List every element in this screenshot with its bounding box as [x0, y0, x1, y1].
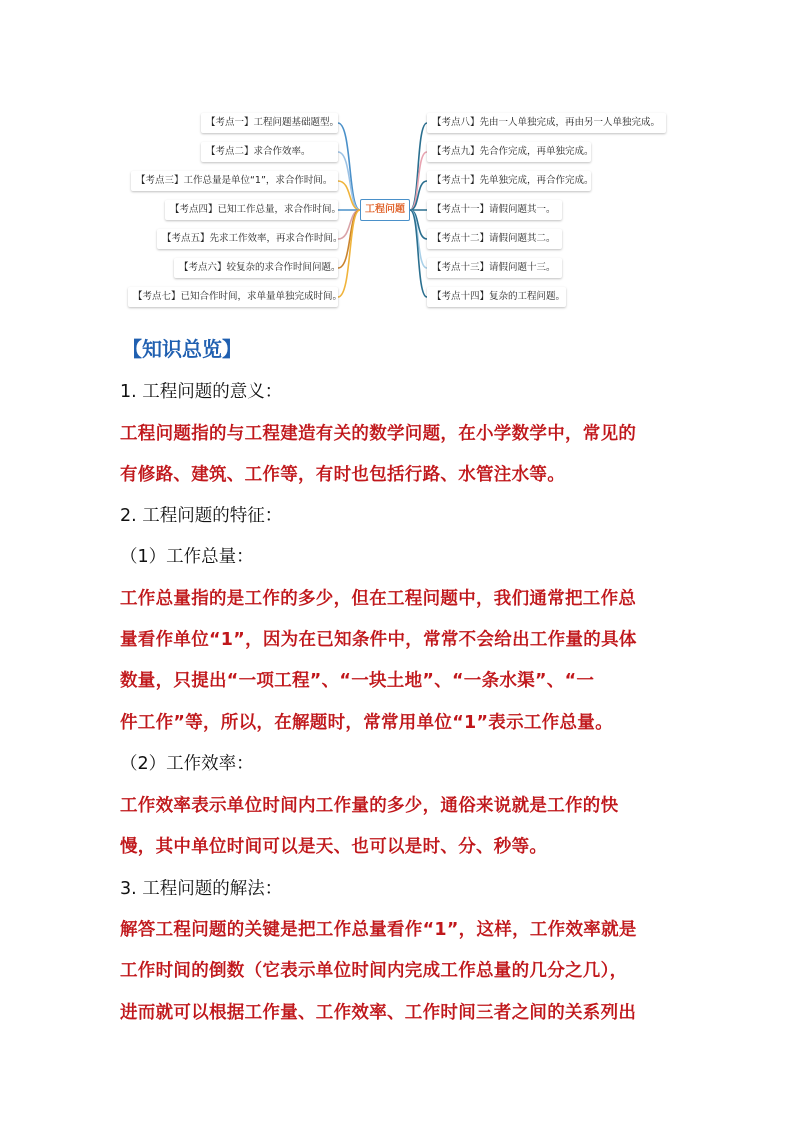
- mind-map-node-left-2: 【考点二】求合作效率。: [201, 142, 338, 162]
- mind-map-node-left-7: 【考点七】已知合作时间，求单量单独完成时间。: [128, 287, 338, 307]
- mind-map-node-right-11: 【考点十一】请假问题其一。: [427, 200, 562, 220]
- mind-map-node-left-3: 【考点三】工作总量是单位“1”，求合作时间。: [131, 171, 338, 191]
- section-1-line: 工程问题指的与工程建造有关的数学问题，在小学数学中，常见的: [120, 424, 637, 444]
- section-3-line: 解答工程问题的关键是把工作总量看作“1”，这样，工作效率就是: [120, 920, 637, 940]
- mind-map-node-left-6: 【考点六】较复杂的求合作时间问题。: [174, 258, 338, 278]
- mind-map-node-right-9: 【考点九】先合作完成，再单独完成。: [427, 142, 591, 162]
- section-1-title: 1. 工程问题的意义：: [120, 382, 283, 402]
- mind-map-node-left-4: 【考点四】已知工作总量，求合作时间。: [165, 200, 338, 220]
- mind-map-node-right-12: 【考点十二】请假问题其二。: [427, 229, 562, 249]
- section-2-work-total-line: 工作总量指的是工作的多少，但在工程问题中，我们通常把工作总: [120, 589, 637, 609]
- section-2-work-total-line: 量看作单位“1”，因为在已知条件中，常常不会给出工作量的具体: [120, 630, 637, 650]
- section-1-line: 有修路、建筑、工作等，有时也包括行路、水管注水等。: [120, 465, 565, 485]
- mind-map-connectors: [0, 0, 794, 320]
- section-2-work-efficiency-line: 工作效率表示单位时间内工作量的多少，通俗来说就是工作的快: [120, 796, 619, 816]
- connector-right-10: [410, 181, 427, 210]
- mind-map-node-right-10: 【考点十】先单独完成，再合作完成。: [427, 171, 591, 191]
- mind-map-node-left-5: 【考点五】先求工作效率，再求合作时间。: [157, 229, 338, 249]
- section-2-work-total-line: 件工作”等，所以，在解题时，常常用单位“1”表示工作总量。: [120, 713, 613, 733]
- connector-left-7: [338, 210, 360, 297]
- section-2-title: 2. 工程问题的特征：: [120, 506, 283, 526]
- section-2-work-efficiency-line: 慢，其中单位时间可以是天、也可以是时、分、秒等。: [120, 837, 548, 857]
- mind-map: [0, 0, 794, 320]
- connector-left-1: [338, 123, 360, 210]
- section-heading-knowledge-overview: 【知识总览】: [122, 337, 242, 361]
- section-2-subtitle-work-efficiency: （2）工作效率：: [120, 754, 254, 774]
- connector-right-12: [410, 210, 427, 239]
- section-3-line: 工作时间的倒数（它表示单位时间内完成工作总量的几分之几），: [120, 961, 628, 981]
- section-3-title: 3. 工程问题的解法：: [120, 879, 283, 899]
- mind-map-node-left-1: 【考点一】工程问题基础题型。: [201, 113, 338, 133]
- section-3-line: 进而就可以根据工作量、工作效率、工作时间三者之间的关系列出: [120, 1003, 637, 1023]
- section-2-work-total-line: 数量，只提出“一项工程”、“一块土地”、“一条水渠”、“一: [120, 671, 595, 691]
- mind-map-node-right-13: 【考点十三】请假问题十三。: [427, 258, 562, 278]
- section-2-subtitle-work-total: （1）工作总量：: [120, 547, 254, 567]
- mind-map-center-node: 工程问题: [360, 199, 410, 221]
- mind-map-node-right-8: 【考点八】先由一人单独完成，再由另一人单独完成。: [427, 113, 666, 133]
- mind-map-node-right-14: 【考点十四】复杂的工程问题。: [427, 287, 566, 307]
